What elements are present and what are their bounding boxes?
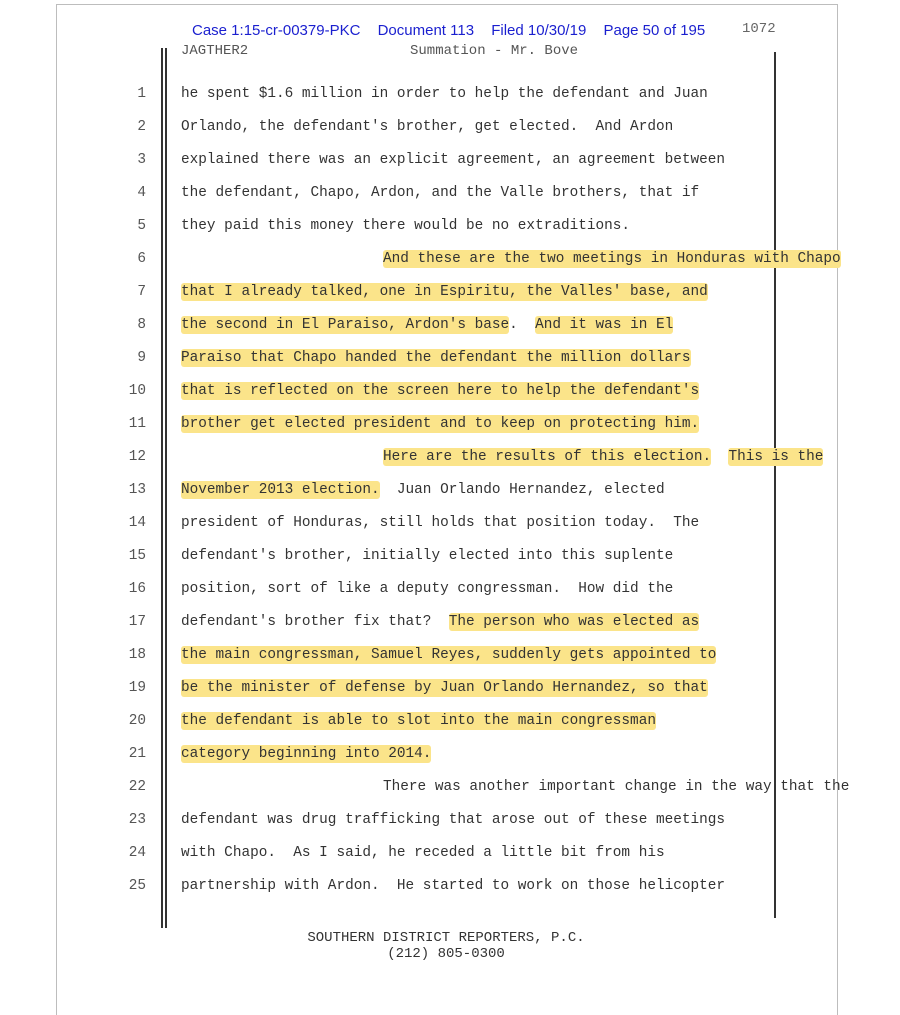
line-text bbox=[383, 779, 849, 795]
highlighted-text: November 2013 election. bbox=[181, 482, 380, 498]
plain-text: . bbox=[509, 317, 536, 333]
line-text bbox=[181, 185, 699, 201]
line-number: 20 bbox=[128, 713, 146, 729]
case-number: Case 1:15-cr-00379-PKC bbox=[192, 22, 361, 39]
line-number: 17 bbox=[128, 614, 146, 630]
line-text bbox=[181, 548, 673, 564]
line-text bbox=[181, 218, 630, 234]
transcript-line bbox=[120, 482, 800, 515]
line-text bbox=[181, 317, 673, 333]
plain-text: Orlando, the defendant's brother, get elected. And Ardon bbox=[181, 119, 674, 135]
line-number: 19 bbox=[128, 680, 146, 696]
plain-text: defendant's brother, initially elected into this suplente bbox=[181, 548, 674, 564]
line-text bbox=[181, 482, 665, 498]
line-number: 3 bbox=[137, 152, 146, 168]
line-number: 14 bbox=[128, 515, 146, 531]
filed-date: Filed 10/30/19 bbox=[491, 22, 587, 39]
plain-text: defendant was drug trafficking that arose out of these meetings bbox=[181, 812, 726, 828]
transcript-line bbox=[120, 185, 800, 218]
line-number: 12 bbox=[128, 449, 146, 465]
plain-text: president of Honduras, still holds that position today. The bbox=[181, 515, 700, 531]
line-text bbox=[383, 449, 823, 465]
plain-text: the defendant, Chapo, Ardon, and the Valle brothers, that if bbox=[181, 185, 700, 201]
footer-phone: (212) 805-0300 bbox=[387, 946, 505, 962]
footer-company: SOUTHERN DISTRICT REPORTERS, P.C. bbox=[307, 930, 585, 946]
transcript-line bbox=[120, 647, 800, 680]
plain-text: with Chapo. As I said, he receded a little bit from his bbox=[181, 845, 665, 861]
highlighted-text: the defendant is able to slot into the main congressman bbox=[181, 713, 656, 729]
highlighted-text: the second in El Paraiso, Ardon's base bbox=[181, 317, 510, 333]
line-number: 18 bbox=[128, 647, 146, 663]
transcript-line bbox=[120, 878, 800, 911]
transcript-line bbox=[120, 251, 841, 284]
document-number: Document 113 bbox=[377, 22, 475, 39]
line-number: 10 bbox=[128, 383, 146, 399]
transcript-line bbox=[120, 746, 800, 779]
line-text bbox=[181, 878, 725, 894]
highlighted-text: And these are the two meetings in Honduras with Chapo bbox=[383, 251, 841, 267]
line-number: 23 bbox=[128, 812, 146, 828]
line-text bbox=[181, 845, 665, 861]
line-number: 1 bbox=[137, 86, 146, 102]
section-title: Summation - Mr. Bove bbox=[410, 43, 579, 59]
line-text bbox=[181, 812, 725, 828]
highlighted-text: the main congressman, Samuel Reyes, suddenly gets appointed to bbox=[181, 647, 717, 663]
line-number: 16 bbox=[128, 581, 146, 597]
highlighted-text: The person who was elected as bbox=[448, 614, 700, 630]
case-header bbox=[192, 22, 792, 39]
transcript-line bbox=[120, 713, 800, 746]
plain-text: There was another important change in the way that the bbox=[383, 779, 850, 795]
line-number: 13 bbox=[128, 482, 146, 498]
plain-text: they paid this money there would be no extraditions. bbox=[181, 218, 631, 234]
line-text bbox=[181, 581, 673, 597]
line-number: 24 bbox=[128, 845, 146, 861]
line-text bbox=[181, 746, 431, 762]
plain-text: Juan Orlando Hernandez, elected bbox=[379, 482, 665, 498]
transcript-line bbox=[120, 350, 800, 383]
transcript-line bbox=[120, 548, 800, 581]
transcript-line bbox=[120, 812, 800, 845]
line-number: 25 bbox=[128, 878, 146, 894]
transcript-line bbox=[120, 317, 800, 350]
line-number: 8 bbox=[137, 317, 146, 333]
highlighted-text: that is reflected on the screen here to help the defendant's bbox=[181, 383, 700, 399]
line-number: 21 bbox=[128, 746, 146, 762]
line-text bbox=[181, 515, 699, 531]
line-number: 2 bbox=[137, 119, 146, 135]
line-text bbox=[181, 614, 699, 630]
highlighted-text: brother get elected president and to keep on protecting him. bbox=[181, 416, 700, 432]
highlighted-text: Here are the results of this election. bbox=[383, 449, 712, 465]
transcript-line bbox=[120, 86, 800, 119]
line-text bbox=[181, 647, 716, 663]
transcript-line bbox=[120, 284, 800, 317]
transcript-line bbox=[120, 449, 824, 482]
plain-text: position, sort of like a deputy congressman. How did the bbox=[181, 581, 674, 597]
highlighted-text: be the minister of defense by Juan Orlando Hernandez, so that bbox=[181, 680, 708, 696]
transcript-page-number: 1072 bbox=[742, 21, 776, 37]
transcript-line bbox=[120, 614, 800, 647]
plain-text: partnership with Ardon. He started to work on those helicopter bbox=[181, 878, 726, 894]
line-number: 22 bbox=[128, 779, 146, 795]
line-number: 15 bbox=[128, 548, 146, 564]
transcript-line bbox=[120, 779, 850, 812]
plain-text: he spent $1.6 million in order to help the defendant and Juan bbox=[181, 86, 708, 102]
transcript-line bbox=[120, 152, 800, 185]
highlighted-text: And it was in El bbox=[535, 317, 674, 333]
transcript-line bbox=[120, 680, 800, 713]
transcript-line bbox=[120, 416, 800, 449]
transcript-line bbox=[120, 845, 800, 878]
highlighted-text: category beginning into 2014. bbox=[181, 746, 432, 762]
line-number: 11 bbox=[128, 416, 146, 432]
transcript-line bbox=[120, 119, 800, 152]
line-text bbox=[181, 152, 725, 168]
transcript-line bbox=[120, 383, 800, 416]
line-number: 6 bbox=[137, 251, 146, 267]
line-text bbox=[181, 680, 708, 696]
line-number: 9 bbox=[137, 350, 146, 366]
page-indicator: Page 50 of 195 bbox=[603, 22, 706, 39]
line-number: 5 bbox=[137, 218, 146, 234]
highlighted-text: This is the bbox=[728, 449, 824, 465]
line-text bbox=[181, 119, 673, 135]
line-text bbox=[181, 713, 656, 729]
highlighted-text: that I already talked, one in Espiritu, the Valles' base, and bbox=[181, 284, 708, 300]
transcript-line bbox=[120, 515, 800, 548]
plain-text: explained there was an explicit agreement, an agreement between bbox=[181, 152, 726, 168]
line-text bbox=[181, 383, 699, 399]
plain-text bbox=[711, 449, 728, 465]
line-text bbox=[181, 86, 708, 102]
highlighted-text: Paraiso that Chapo handed the defendant the million dollars bbox=[181, 350, 691, 366]
plain-text: defendant's brother fix that? bbox=[181, 614, 449, 630]
transcript-line bbox=[120, 581, 800, 614]
line-text bbox=[181, 284, 708, 300]
line-text bbox=[181, 416, 699, 432]
line-text bbox=[181, 350, 691, 366]
reporter-code: JAGTHER2 bbox=[181, 43, 249, 59]
transcript-line bbox=[120, 218, 800, 251]
line-number: 4 bbox=[137, 185, 146, 201]
line-number: 7 bbox=[137, 284, 146, 300]
line-text bbox=[383, 251, 841, 267]
